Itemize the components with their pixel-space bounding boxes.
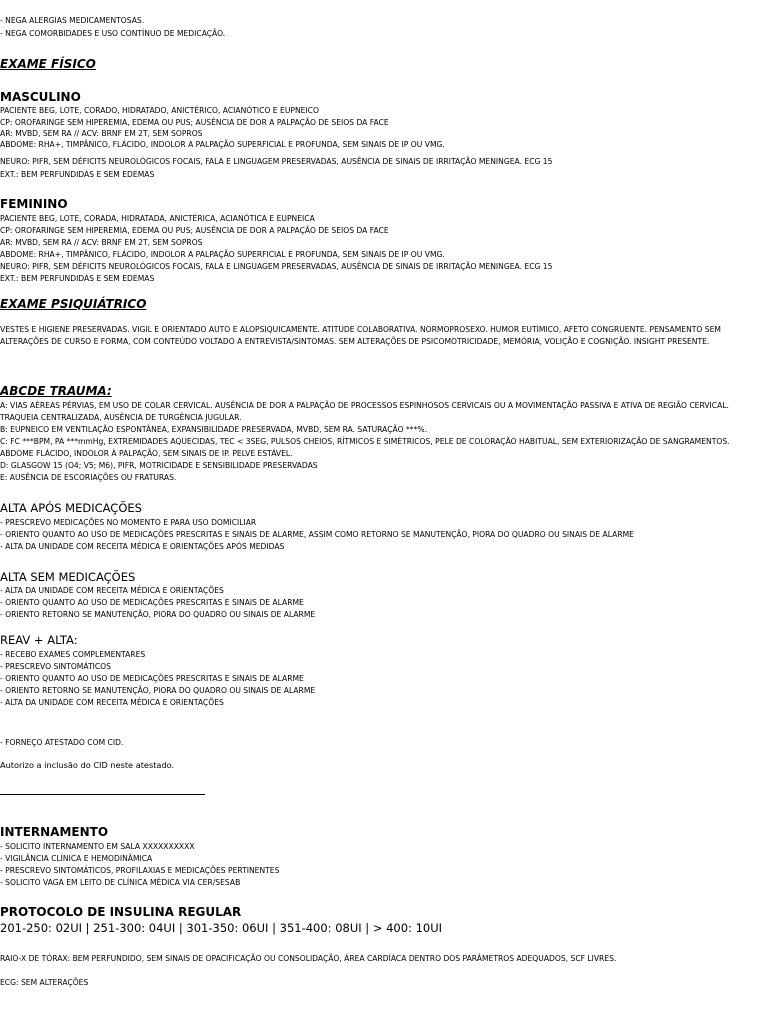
abcde-c: C: FC ***BPM, PA ***mmHg, EXTREMIDADES AQUECIDAS, TEC < 3SEG, PULSOS CHEIOS, RÍTMICOS E SIMÉTRICOS, PELE DE COLORAÇÃO HABITUAL, SEM EXTERIORIZAÇÃO DE SANGRAMENTOS. ABDOME FLÁCIDO, INDOLOR À PALPAÇÃO, SEM SINAIS DE IP. PELVE ESTÁVEL. [0,437,730,458]
internamento-line: - SOLICITO VAGA EM LEITO DE CLÍNICA MÉDICA VIA CER/SESAB [0,878,241,887]
section-heading-abcde: ABCDE TRAUMA: [0,384,112,398]
signature-line [0,794,205,795]
alta-apos-line: - PRESCREVO MEDICAÇÕES NO MOMENTO E PARA USO DOMICILIAR [0,518,257,527]
reav-line: - ALTA DA UNIDADE COM RECEITA MÉDICA E ORIENTAÇÕES [0,698,224,707]
feminino-line: AR: MVBD, SEM RA // ACV: BRNF EM 2T, SEM SOPROS [0,238,203,247]
section-heading-exame-psiquiatrico: EXAME PSIQUIÁTRICO [0,297,147,311]
reav-line: - ORIENTO RETORNO SE MANUTENÇÃO, PIORA DO QUADRO OU SINAIS DE ALARME [0,686,316,695]
atestado-line: - FORNEÇO ATESTADO COM CID. [0,738,124,747]
alta-apos-line: - ALTA DA UNIDADE COM RECEITA MÉDICA E ORIENTAÇÕES APÓS MEDIDAS [0,542,285,551]
internamento-line: - SOLICITO INTERNAMENTO EM SALA XXXXXXXXXX [0,842,195,851]
reav-line: - RECEBO EXAMES COMPLEMENTARES [0,650,146,659]
alta-sem-line: - ALTA DA UNIDADE COM RECEITA MÉDICA E ORIENTAÇÕES [0,586,224,595]
intro-line: - NEGA ALERGIAS MEDICAMENTOSAS. [0,16,145,25]
masculino-line: ABDOME: RHA+, TIMPÂNICO, FLÁCIDO, INDOLOR A PALPAÇÃO SUPERFICIAL E PROFUNDA, SEM SINAIS DE IP OU VMG. [0,140,445,149]
internamento-line: - VIGILÂNCIA CLÍNICA E HEMODINÂMICA [0,854,153,863]
subheading-masculino: MASCULINO [0,90,81,104]
raio-x-text: RAIO-X DE TÓRAX: BEM PERFUNDIDO, SEM SINAIS DE OPACIFICAÇÃO OU CONSOLIDAÇÃO, ÁREA CARDÍACA DENTRO DOS PARÂMETROS ADEQUADOS, SCF LIVRES. [0,954,617,963]
masculino-line: CP: OROFARINGE SEM HIPEREMIA, EDEMA OU PUS; AUSÊNCIA DE DOR A PALPAÇÃO DE SEIOS DA FACE [0,118,389,127]
abcde-a: A: VIAS AÉREAS PÉRVIAS, EM USO DE COLAR CERVICAL. AUSÊNCIA DE DOR A PALPAÇÃO DE PROCESSOS ESPINHOSOS CERVICAIS OU A MOVIMENTAÇÃO PASSIVA E ATIVA DE REGIÃO CERVICAL. TRAQUEIA CENTRALIZADA, AUSÊNCIA DE TURGÊNCIA JUGULAR. [0,401,729,422]
intro-line: - NEGA COMORBIDADES E USO CONTÍNUO DE MEDICAÇÃO. [0,29,226,38]
ecg-text: ECG: SEM ALTERAÇÕES [0,978,89,987]
masculino-line: AR: MVBD, SEM RA // ACV: BRNF EM 2T, SEM SOPROS [0,129,203,138]
insulina-scale: 201-250: 02UI | 251-300: 04UI | 301-350: 06UI | 351-400: 08UI | > 400: 10UI [0,921,443,935]
alta-sem-line: - ORIENTO RETORNO SE MANUTENÇÃO, PIORA DO QUADRO OU SINAIS DE ALARME [0,610,316,619]
section-heading-alta-apos: ALTA APÓS MEDICAÇÕES [0,501,142,515]
feminino-line: ABDOME: RHA+, TIMPÂNICO, FLÁCIDO, INDOLOR A PALPAÇÃO SUPERFICIAL E PROFUNDA, SEM SINAIS DE IP OU VMG. [0,250,445,259]
internamento-line: - PRESCREVO SINTOMÁTICOS, PROFILAXIAS E MEDICAÇÕES PERTINENTES [0,866,280,875]
abcde-e: E: AUSÊNCIA DE ESCORIAÇÕES OU FRATURAS. [0,473,177,482]
feminino-line: PACIENTE BEG, LOTE, CORADA, HIDRATADA, ANICTÉRICA, ACIANÓTICA E EUPNEICA [0,214,315,223]
reav-line: - ORIENTO QUANTO AO USO DE MEDICAÇÕES PRESCRITAS E SINAIS DE ALARME [0,674,304,683]
section-heading-exame-fisico: EXAME FÍSICO [0,57,96,71]
alta-apos-line: - ORIENTO QUANTO AO USO DE MEDICAÇÕES PRESCRITAS E SINAIS DE ALARME, ASSIM COMO RETORNO SE MANUTENÇÃO, PIORA DO QUADRO OU SINAIS DE ALARME [0,530,634,539]
masculino-line: PACIENTE BEG, LOTE, CORADO, HIDRATADO, ANICTÉRICO, ACIANÓTICO E EUPNEICO [0,106,319,115]
section-heading-internamento: INTERNAMENTO [0,825,109,839]
reav-line: - PRESCREVO SINTOMÁTICOS [0,662,111,671]
feminino-line: NEURO: PIFR, SEM DÉFICITS NEUROLÓGICOS FOCAIS, FALA E LINGUAGEM PRESERVADAS, AUSÊNCIA DE SINAIS DE IRRITAÇÃO MENINGEA. ECG 15 [0,262,553,271]
subheading-feminino: FEMININO [0,197,68,211]
section-heading-reav: REAV + ALTA: [0,633,78,647]
alta-sem-line: - ORIENTO QUANTO AO USO DE MEDICAÇÕES PRESCRITAS E SINAIS DE ALARME [0,598,304,607]
masculino-line: NEURO: PIFR, SEM DÉFICITS NEUROLÓGICOS FOCAIS, FALA E LINGUAGEM PRESERVADAS, AUSÊNCIA DE SINAIS DE IRRITAÇÃO MENINGEA. ECG 15 [0,157,553,166]
psiquiatrico-text: VESTES E HIGIENE PRESERVADAS. VIGIL E ORIENTADO AUTO E ALOPSIQUICAMENTE. ATITUDE COLABORATIVA. NORMOPROSEXO. HUMOR EUTÍMICO, AFETO CONGRUENTE. PENSAMENTO SEM ALTERAÇÕES DE CURSO E FORMA, COM CONTEÚDO VOLTADO A ENTREVISTA/SINTOMAS. SEM ALTERAÇÕES DE PSICOMOTRICIDADE, MEMÓRIA, VOLIÇÃO E COGNIÇÃO. INSIGHT PRESENTE. [0,325,721,346]
abcde-b: B: EUPNEICO EM VENTILAÇÃO ESPONTÂNEA, EXPANSIBILIDADE PRESERVADA, MVBD, SEM RA. SATURAÇÃO ***%. [0,425,427,434]
section-heading-insulina: PROTOCOLO DE INSULINA REGULAR [0,905,242,919]
masculino-line: EXT.: BEM PERFUNDIDAS E SEM EDEMAS [0,170,155,179]
section-heading-alta-sem: ALTA SEM MEDICAÇÕES [0,570,136,584]
abcde-d: D: GLASGOW 15 (O4; V5; M6), PIFR, MOTRICIDADE E SENSIBILIDADE PRESERVADAS [0,461,318,470]
autorizo-cid-text: Autorizo a inclusão do CID neste atestado. [0,760,175,770]
feminino-line: CP: OROFARINGE SEM HIPEREMIA, EDEMA OU PUS; AUSÊNCIA DE DOR A PALPAÇÃO DE SEIOS DA FACE [0,226,389,235]
feminino-line: EXT.: BEM PERFUNDIDAS E SEM EDEMAS [0,274,155,283]
